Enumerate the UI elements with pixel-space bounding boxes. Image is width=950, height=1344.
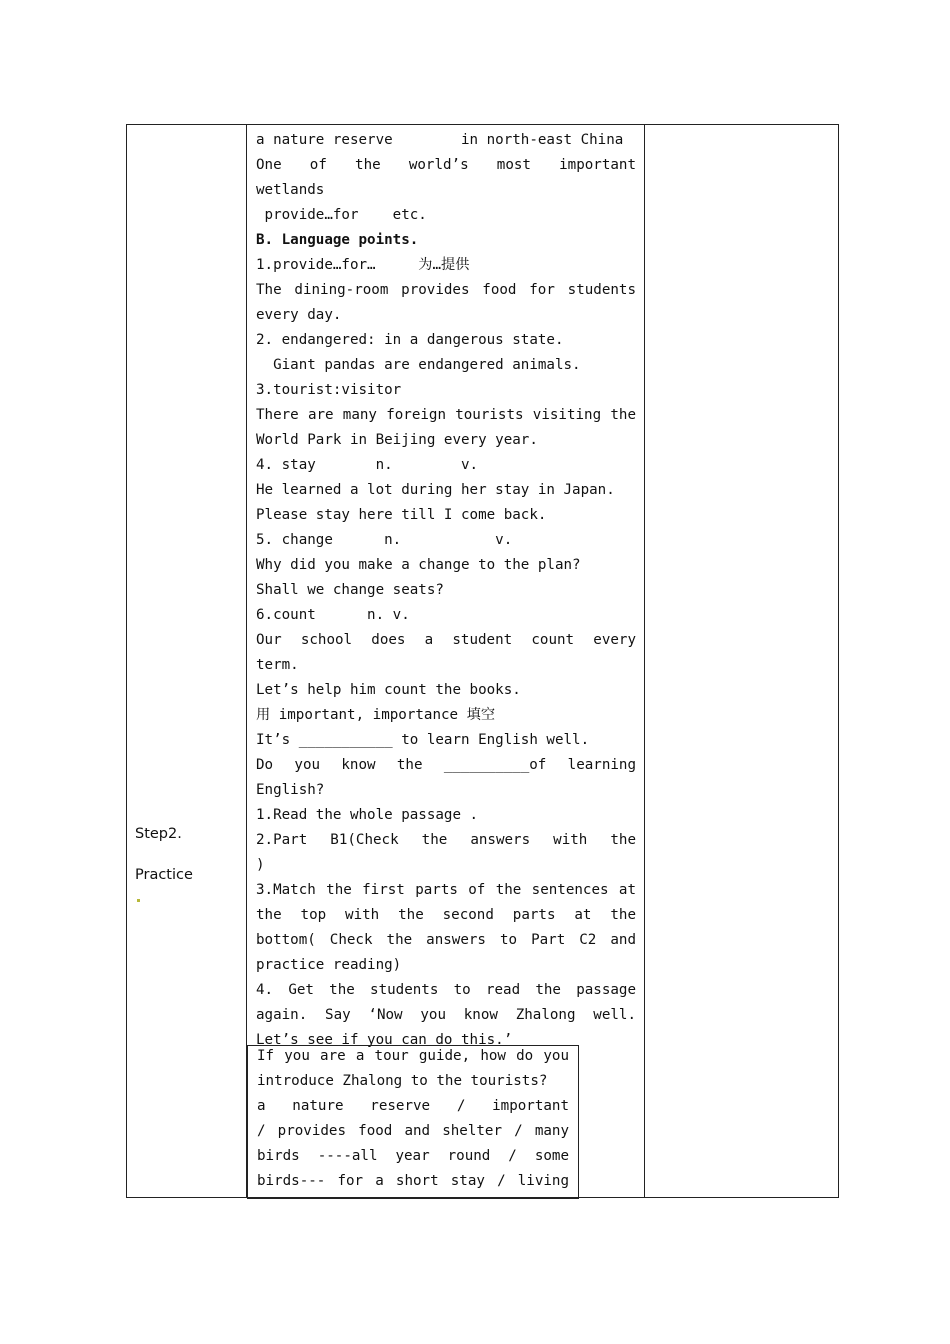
step-column xyxy=(127,125,247,1197)
text-line: Why did you make a change to the plan? xyxy=(256,557,581,573)
tour-guide-task-box xyxy=(247,1045,579,1199)
text-line: 2.Part B1(Check the answers with the xyxy=(256,832,636,848)
text-line: 用 important, importance 填空 xyxy=(256,707,496,723)
text-line: introduce Zhalong to the tourists? xyxy=(257,1073,548,1089)
text-line: 1.provide…for… 为…提供 xyxy=(256,257,470,273)
text-line: Giant pandas are endangered animals. xyxy=(256,357,581,373)
text-line: wetlands xyxy=(256,182,325,198)
text-line: birds--- for a short stay / living xyxy=(257,1173,569,1189)
text-line: term. xyxy=(256,657,299,673)
text-line: Do you know the __________of learning xyxy=(256,757,636,773)
text-line: Our school does a student count every xyxy=(256,632,636,648)
text-line: a nature reserve in north-east China xyxy=(256,132,624,148)
text-line: birds ----all year round / some xyxy=(257,1148,569,1164)
text-line: He learned a lot during her stay in Japan. xyxy=(256,482,615,498)
marker-dot xyxy=(137,899,140,902)
text-line: 1.Read the whole passage . xyxy=(256,807,479,823)
text-line: 4. Get the students to read the passage xyxy=(256,982,636,998)
text-line: / provides food and shelter / many xyxy=(257,1123,569,1139)
text-line: World Park in Beijing every year. xyxy=(256,432,538,448)
text-line: Let’s see if you can do this.’ xyxy=(256,1032,513,1048)
text-line: 6.count n. v. xyxy=(256,607,410,623)
practice-label: Practice xyxy=(135,867,193,883)
step-label: Step2. xyxy=(135,826,182,842)
text-line: every day. xyxy=(256,307,342,323)
notes-column xyxy=(645,125,838,1197)
text-line: English? xyxy=(256,782,325,798)
text-line: One of the world’s most important xyxy=(256,157,636,173)
text-line: 5. change n. v. xyxy=(256,532,513,548)
text-line: provide…for etc. xyxy=(256,207,427,223)
text-line: 2. endangered: in a dangerous state. xyxy=(256,332,564,348)
text-line: the top with the second parts at the xyxy=(256,907,636,923)
text-line: It’s ___________ to learn English well. xyxy=(256,732,590,748)
content-column xyxy=(247,125,645,1197)
text-line: The dining-room provides food for students xyxy=(256,282,636,298)
task-lines xyxy=(257,1044,569,1194)
text-line: Let’s help him count the books. xyxy=(256,682,521,698)
text-line: a nature reserve / important xyxy=(257,1098,569,1114)
text-line: again. Say ‘Now you know Zhalong well. xyxy=(256,1007,636,1023)
text-line: 3.Match the first parts of the sentences at xyxy=(256,882,636,898)
text-line: If you are a tour guide, how do you xyxy=(257,1048,569,1064)
text-line: practice reading) xyxy=(256,957,402,973)
text-line: 3.tourist:visitor xyxy=(256,382,402,398)
content-lines xyxy=(256,128,636,1053)
lesson-plan-table xyxy=(126,124,839,1198)
text-line: There are many foreign tourists visiting the xyxy=(256,407,636,423)
text-line: B. Language points. xyxy=(256,232,419,248)
text-line: 4. stay n. v. xyxy=(256,457,479,473)
text-line: ) xyxy=(256,857,265,873)
text-line: Shall we change seats? xyxy=(256,582,444,598)
text-line: Please stay here till I come back. xyxy=(256,507,547,523)
text-line: bottom( Check the answers to Part C2 and xyxy=(256,932,636,948)
